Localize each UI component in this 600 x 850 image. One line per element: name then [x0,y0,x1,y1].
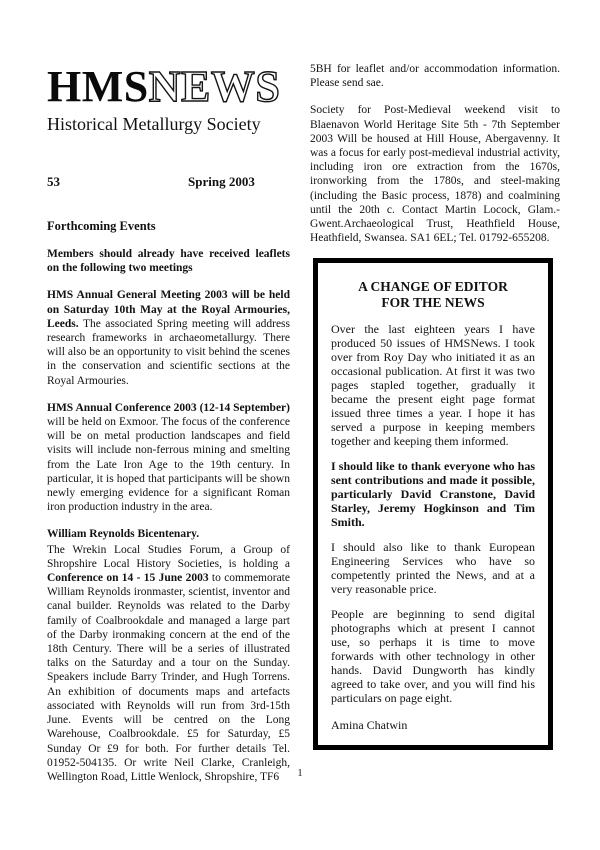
editor-box-heading-line1: A CHANGE OF EDITOR [358,279,508,295]
agm-paragraph [47,288,290,387]
conference-paragraph [47,401,290,515]
reynolds-body-bold: Conference on 14 - 15 June 2003 [47,572,209,585]
reynolds-paragraph [47,543,290,784]
editor-box-paragraph-1: Over the last eighteen years I have produced 50 issues of HMSNews. I took over from Roy Day who initiated it as an occasional publication. At first it was two pages stapled together, gradually it became the present eight page format issued three times a year. I hope it has served a purpose in keeping members together and keeping them informed. [331,322,535,449]
section-heading-forthcoming-events: Forthcoming Events [47,219,156,233]
conference-body: will be held on Exmoor. The focus of the conference will be on metal production landscapes and field visits will include non-ferrous mining and smelting from the Late Iron Age to the 19th century. In particular, it is hoped that participants will be shown newly emerging evidence for a significant Roman iron production industry in the area. [47,416,290,514]
right-column [310,62,560,750]
logo-outline-text: NEWS [148,62,281,111]
logo-solid-text: HMS [47,62,149,111]
reynolds-body-pre: The Wrekin Local Studies Forum, a Group of Shropshire Local History Societies, is holding a [47,543,290,570]
issue-row [47,174,290,190]
left-column [47,62,290,784]
reynolds-heading: William Reynolds Bicentenary. [47,528,200,541]
page-number: 1 [297,767,303,779]
continuation-paragraph: 5BH for leaflet and/or accommodation information. Please send sae. [310,63,560,90]
editor-box-paragraph-3: I should also like to thank European Engineering Services who have so competently printed the News, and at a very reasonable price. [331,540,535,597]
editor-box-heading [331,279,535,311]
agm-lead: HMS Annual General Meeting 2003 will be held on Saturday 10th May at the Royal Armouries, Leeds. [47,289,290,330]
editor-box-paragraph-4: People are beginning to send digital photographs which at present I cannot use, so perhaps it is time to move forwards with other technology in other hands. David Dungworth has kindly agreed to take over, and you will find his particulars on page eight. [331,607,535,706]
editor-box-heading-line2: FOR THE NEWS [381,295,485,311]
masthead-logo [47,62,290,111]
issue-number: 53 [47,174,60,189]
change-of-editor-box [313,258,553,750]
conference-lead: HMS Annual Conference 2003 (12-14 September) [47,401,290,414]
agm-body: The associated Spring meeting will address research frameworks in archaeometallurgy. There will also be an opportunity to visit behind the scenes in the conservation and scientific sections at the Royal Armouries. [47,317,290,387]
editor-box-paragraph-2: I should like to thank everyone who has sent contributions and made it possible, particularly David Cranstone, David Starley, Jeremy Hogkinson and Tim Smith. [331,459,535,530]
reynolds-body-post: to commemorate William Reynolds ironmaster, scientist, inventor and canal builder. Reynolds was related to the Darby family of Coalbrookdale and managed a large part of the Darby ironmaking concern at the end of the 18th Century. There will be a series of illustrated talks on the Saturday and a tour on the Sunday. Speakers include Barry Trinder, and Hugh Torrens. An exhibition of documents maps and artefacts associated with Reynolds will run from 3rd-15th June. Events will be centred on the Long Warehouse, Coalbrookdale. £5 for Saturday, £5 Sunday Or £9 for both. For further details Tel. 01952-504135. Or write Neil Clarke, Cranleigh, Wellington Road, Little Wenlock, Shropshire, TF6 [47,572,290,783]
editor-box-signature: Amina Chatwin [331,718,408,733]
masthead-subtitle: Historical Metallurgy Society [47,114,261,134]
intro-paragraph: Members should already have received leaflets on the following two meetings [47,248,290,275]
issue-date: Spring 2003 [188,174,255,189]
post-medieval-paragraph: Society for Post-Medieval weekend visit to Blaenavon World Heritage Site 5th - 7th September 2003 Will be housed at Hill House, Abergavenny. It was a focus for early post-medieval industrial activity, including iron ore extraction from the 1670s, ironworking from the 1780s, and steel-making (including the Basic process, 1878) and coalmining until the 20th c. Contact Martin Locock, Glam.- Gwent.Archaeological Trust, Heathfield House, Heathfield, Swansea. SA1 6EL; Tel. 01792-655208. [310,104,560,245]
